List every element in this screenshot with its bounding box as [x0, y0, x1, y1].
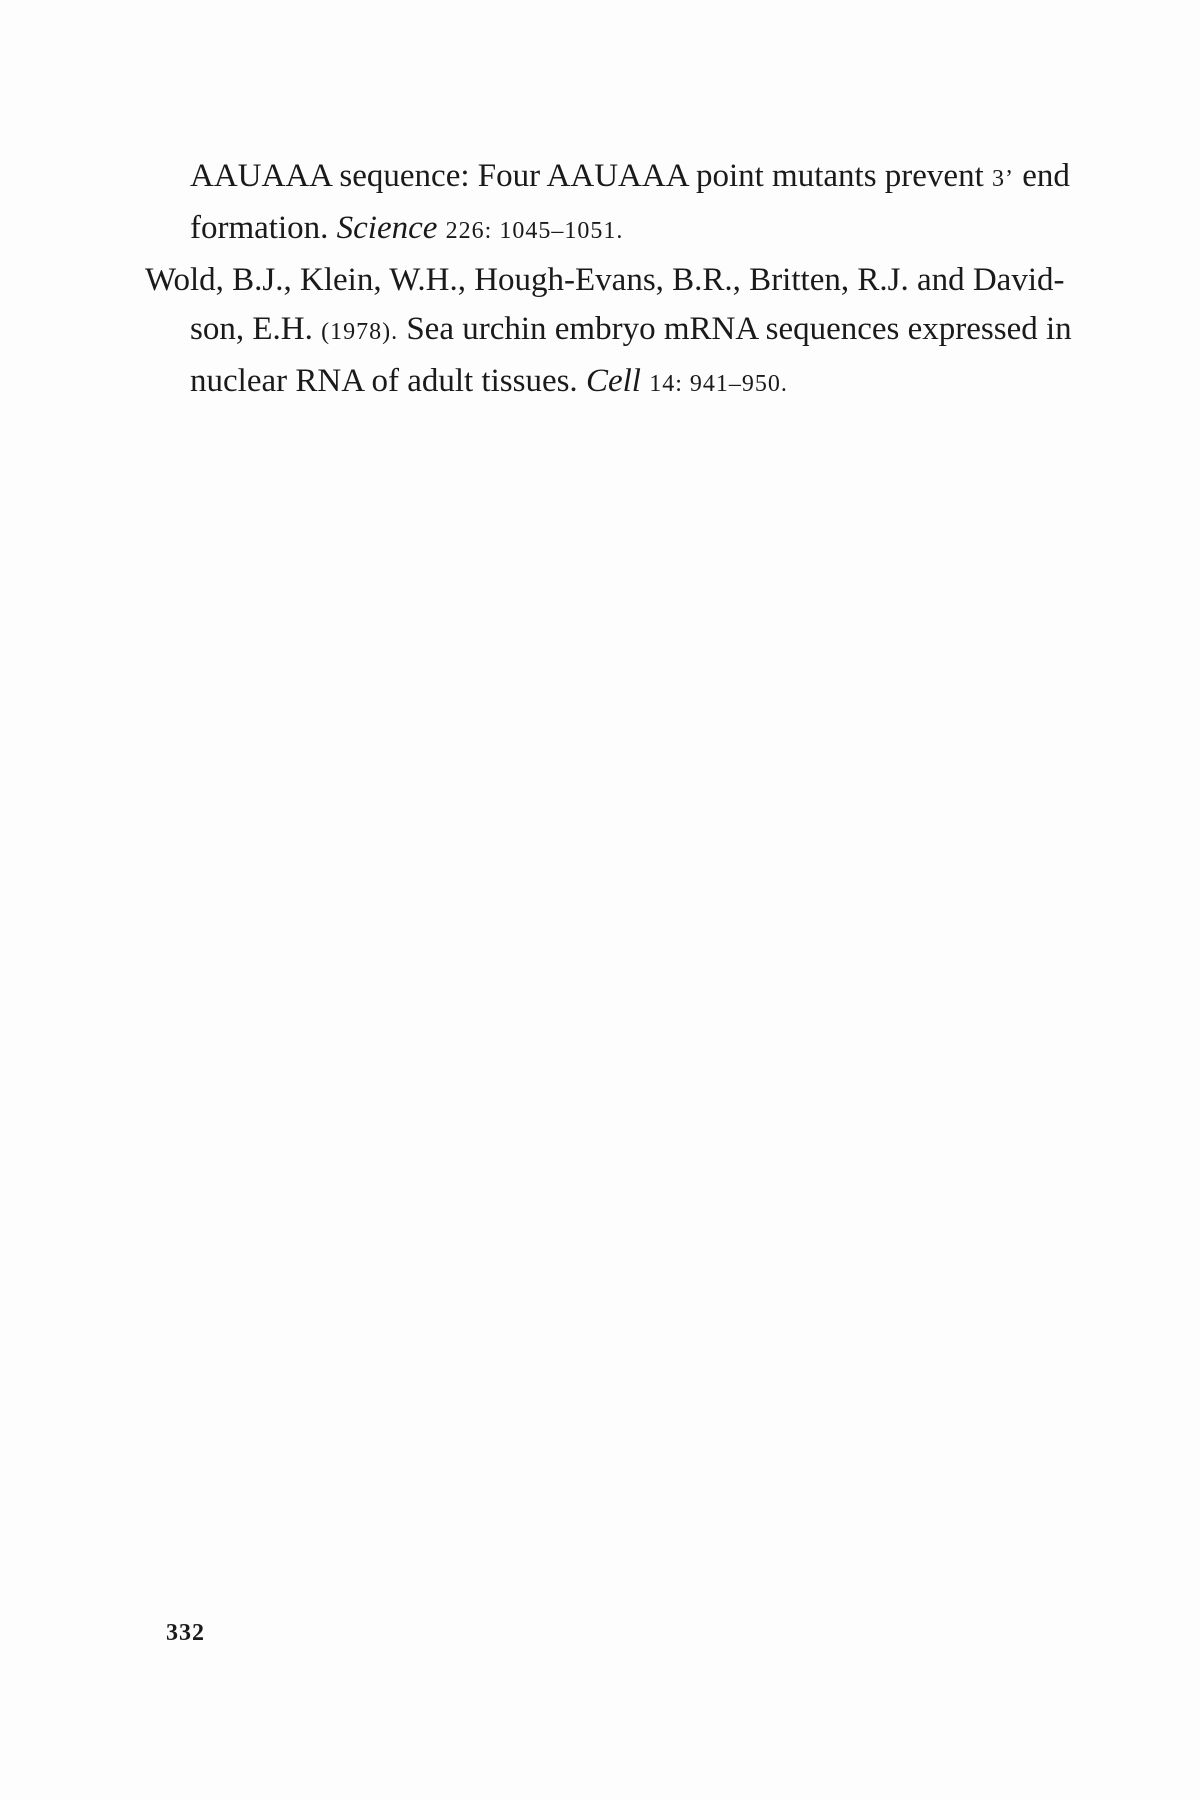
reference-text: 3’: [992, 166, 1014, 192]
reference-year: (1978).: [321, 319, 399, 345]
reference-list: [145, 152, 1072, 409]
reference-line: [165, 204, 1025, 256]
reference-title: nuclear RNA of adult tissues.: [190, 363, 578, 399]
journal-name: Cell: [585, 363, 641, 399]
reference-text: end: [1022, 158, 1070, 194]
journal-name: Science: [336, 210, 438, 246]
reference-line: [165, 305, 1072, 357]
reference-line: [165, 152, 1070, 204]
page-number: 332: [166, 1620, 205, 1646]
reference-authors: Wold, B.J., Klein, W.H., Hough-Evans, B.R., Britten, R.J. and David-: [145, 262, 1065, 298]
volume-pages: 226: 1045–1051.: [445, 218, 624, 244]
reference-text: AAUAAA sequence: Four AAUAAA point mutants prevent: [190, 158, 984, 194]
reference-text: son, E.H.: [190, 311, 313, 347]
reference-entry: [145, 256, 1072, 409]
volume-pages: 14: 941–950.: [649, 371, 788, 397]
reference-text: formation.: [190, 210, 329, 246]
reference-line: [165, 357, 1025, 409]
reference-line: [145, 256, 1065, 305]
reference-title: Sea urchin embryo mRNA sequences expressed in: [406, 311, 1072, 347]
reference-entry: [165, 152, 1070, 256]
